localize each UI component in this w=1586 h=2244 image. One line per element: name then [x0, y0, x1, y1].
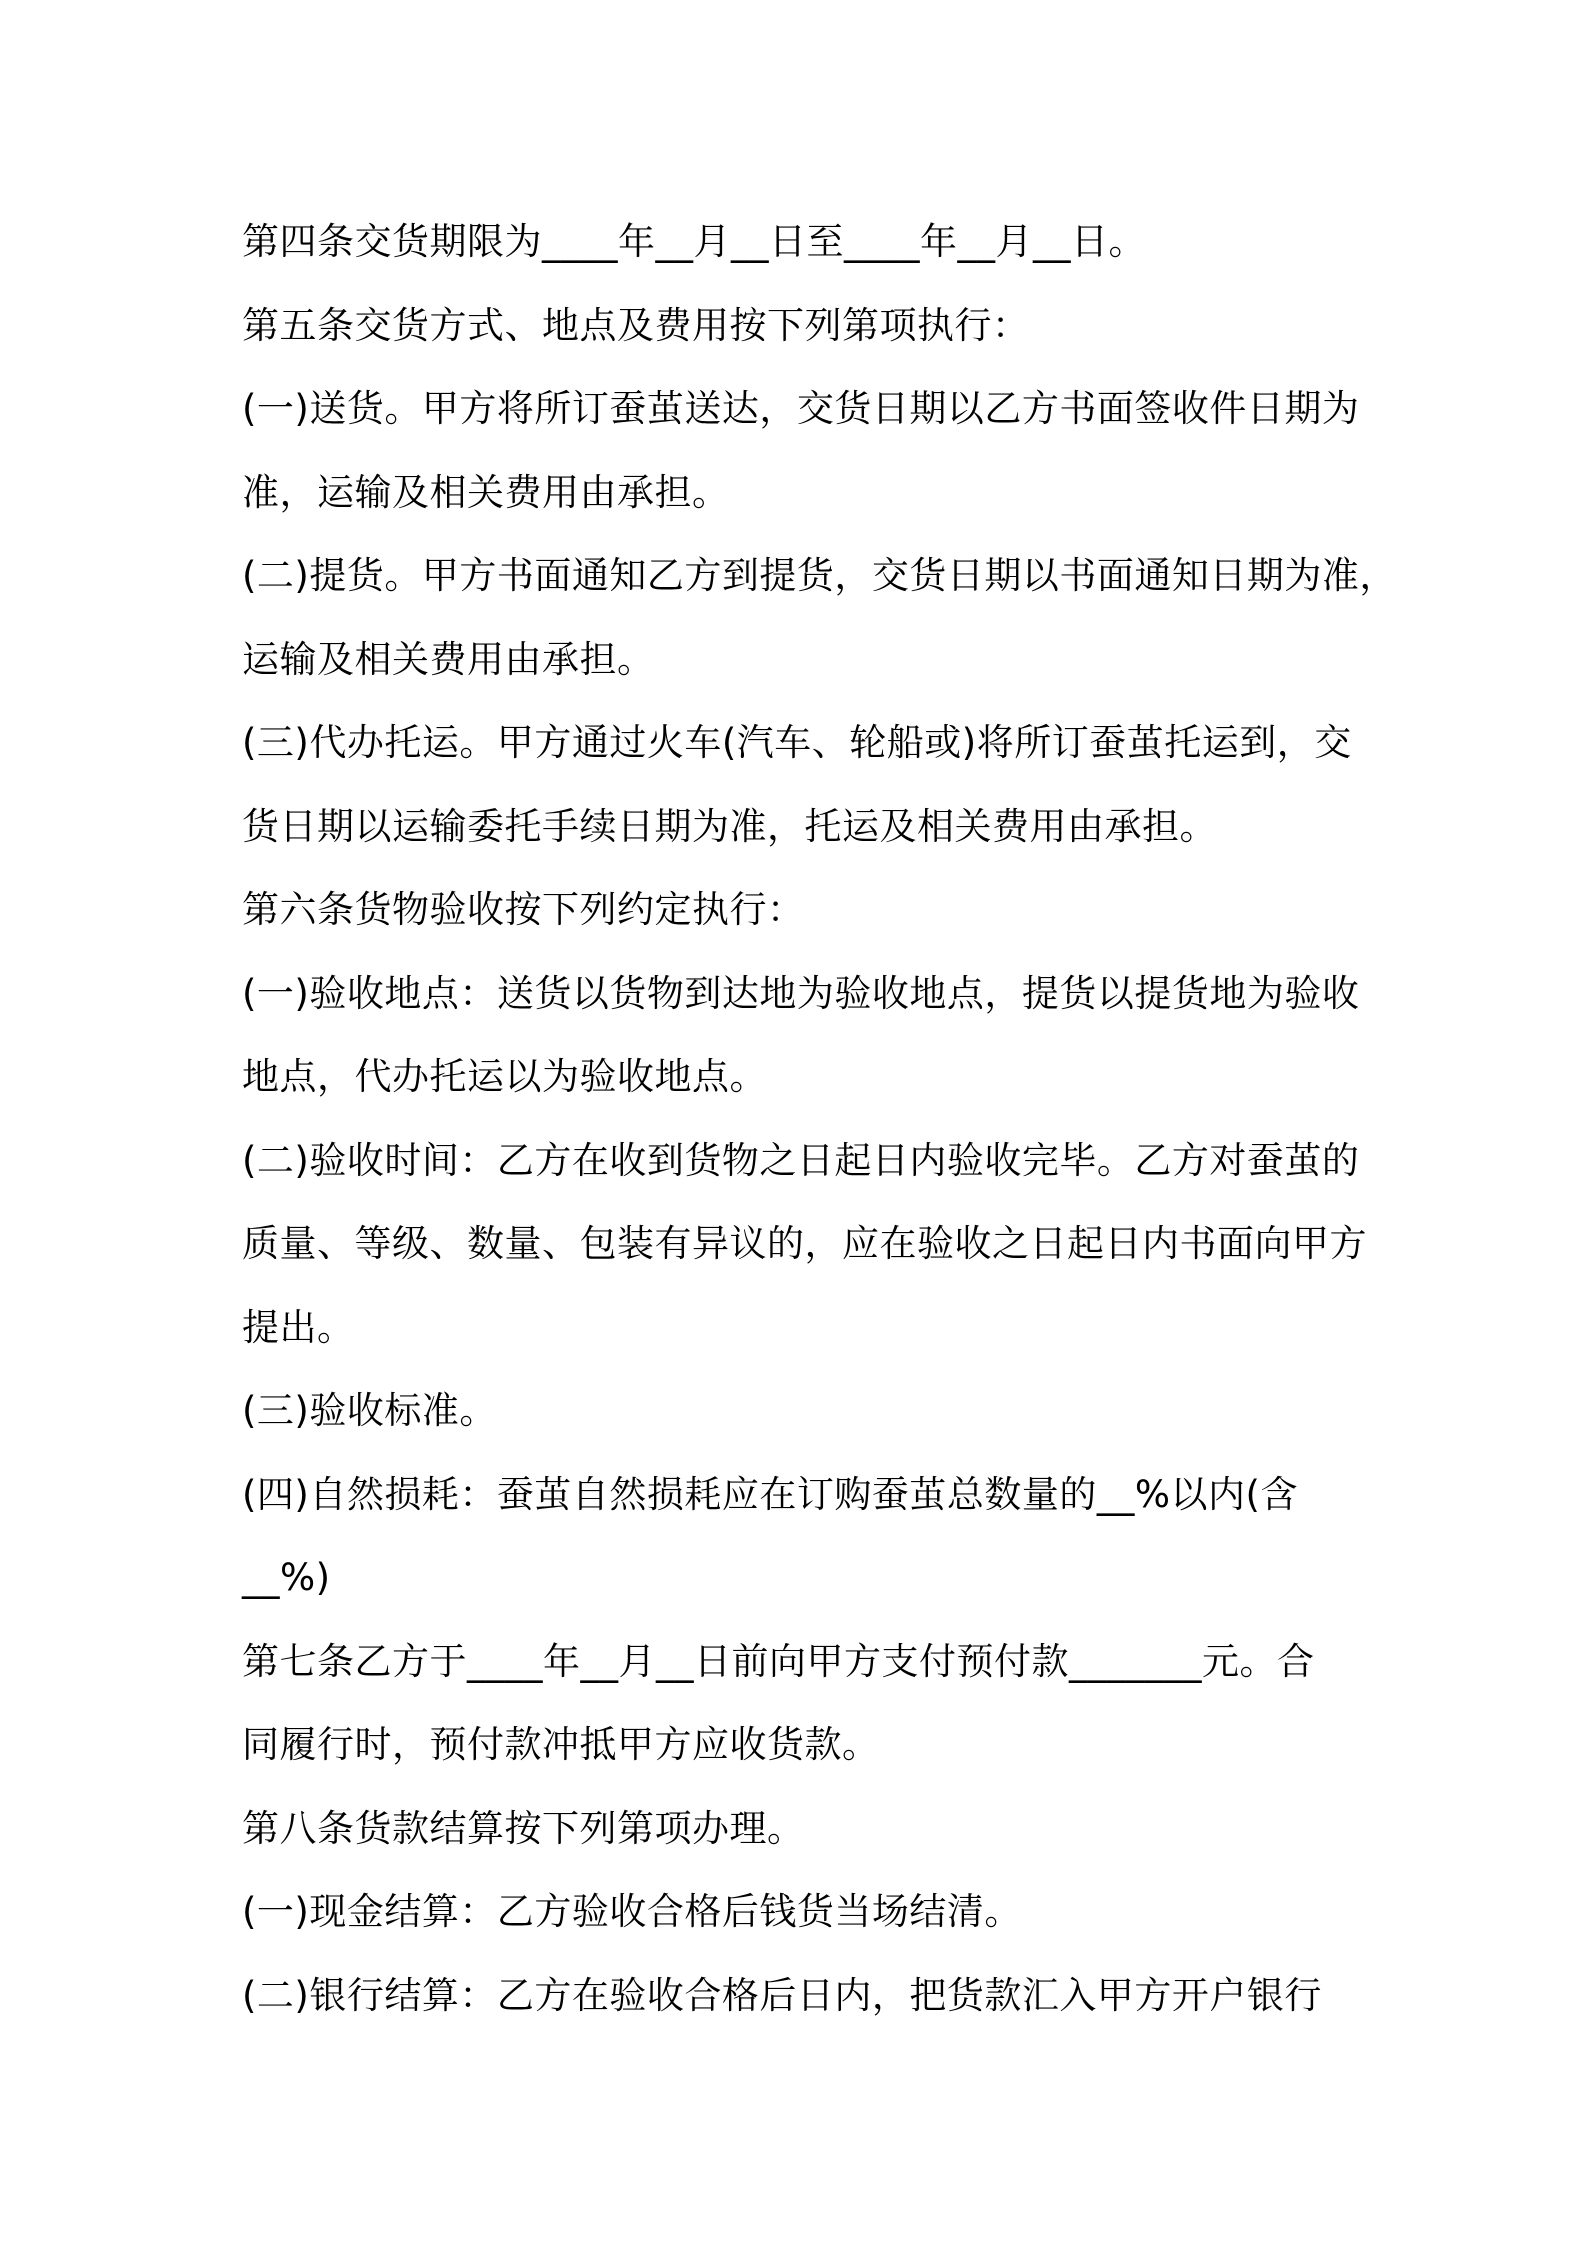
document-body — [242, 200, 1397, 2037]
text-line: 提出。 — [242, 1305, 355, 1349]
text-line: 第五条交货方式、地点及费用按下列第项执行： — [242, 303, 1030, 347]
text-line: (一)送货。甲方将所订蚕茧送达，交货日期以乙方书面签收件日期为 — [242, 387, 1360, 430]
text-line: (四)自然损耗：蚕茧自然损耗应在订购蚕茧总数量的__%以内(含 — [242, 1472, 1298, 1516]
text-line: 地点，代办托运以为验收地点。 — [242, 1055, 767, 1098]
text-line: (一)现金结算：乙方验收合格后钱货当场结清。 — [242, 1890, 1022, 1933]
text-line: (一)验收地点：送货以货物到达地为验收地点，提货以提货地为验收 — [242, 971, 1360, 1015]
text-line: __%) — [242, 1556, 331, 1599]
text-line: 准，运输及相关费用由承担。 — [242, 470, 730, 514]
text-line: (二)提货。甲方书面通知乙方到提货，交货日期以书面通知日期为准， — [242, 554, 1397, 597]
text-line: 质量、等级、数量、包装有异议的，应在验收之日起日内书面向甲方 — [242, 1222, 1367, 1265]
text-line: 第七条乙方于____年__月__日前向甲方支付预付款_______元。合 — [242, 1639, 1315, 1683]
text-line: 货日期以运输委托手续日期为准，托运及相关费用由承担。 — [242, 804, 1217, 848]
text-line: 第八条货款结算按下列第项办理。 — [242, 1806, 805, 1850]
text-line: 第四条交货期限为____年__月__日至____年__月__日。 — [242, 220, 1146, 263]
text-line: 运输及相关费用由承担。 — [242, 637, 655, 681]
text-line: 第六条货物验收按下列约定执行： — [242, 888, 805, 931]
text-line: (三)验收标准。 — [242, 1389, 497, 1432]
text-line: (二)银行结算：乙方在验收合格后日内，把货款汇入甲方开户银行 — [242, 1973, 1322, 2017]
text-line: (三)代办托运。甲方通过火车(汽车、轮船或)将所订蚕茧托运到，交 — [242, 721, 1352, 764]
text-line: 同履行时，预付款冲抵甲方应收货款。 — [242, 1723, 880, 1766]
text-line: (二)验收时间：乙方在收到货物之日起日内验收完毕。乙方对蚕茧的 — [242, 1138, 1360, 1182]
